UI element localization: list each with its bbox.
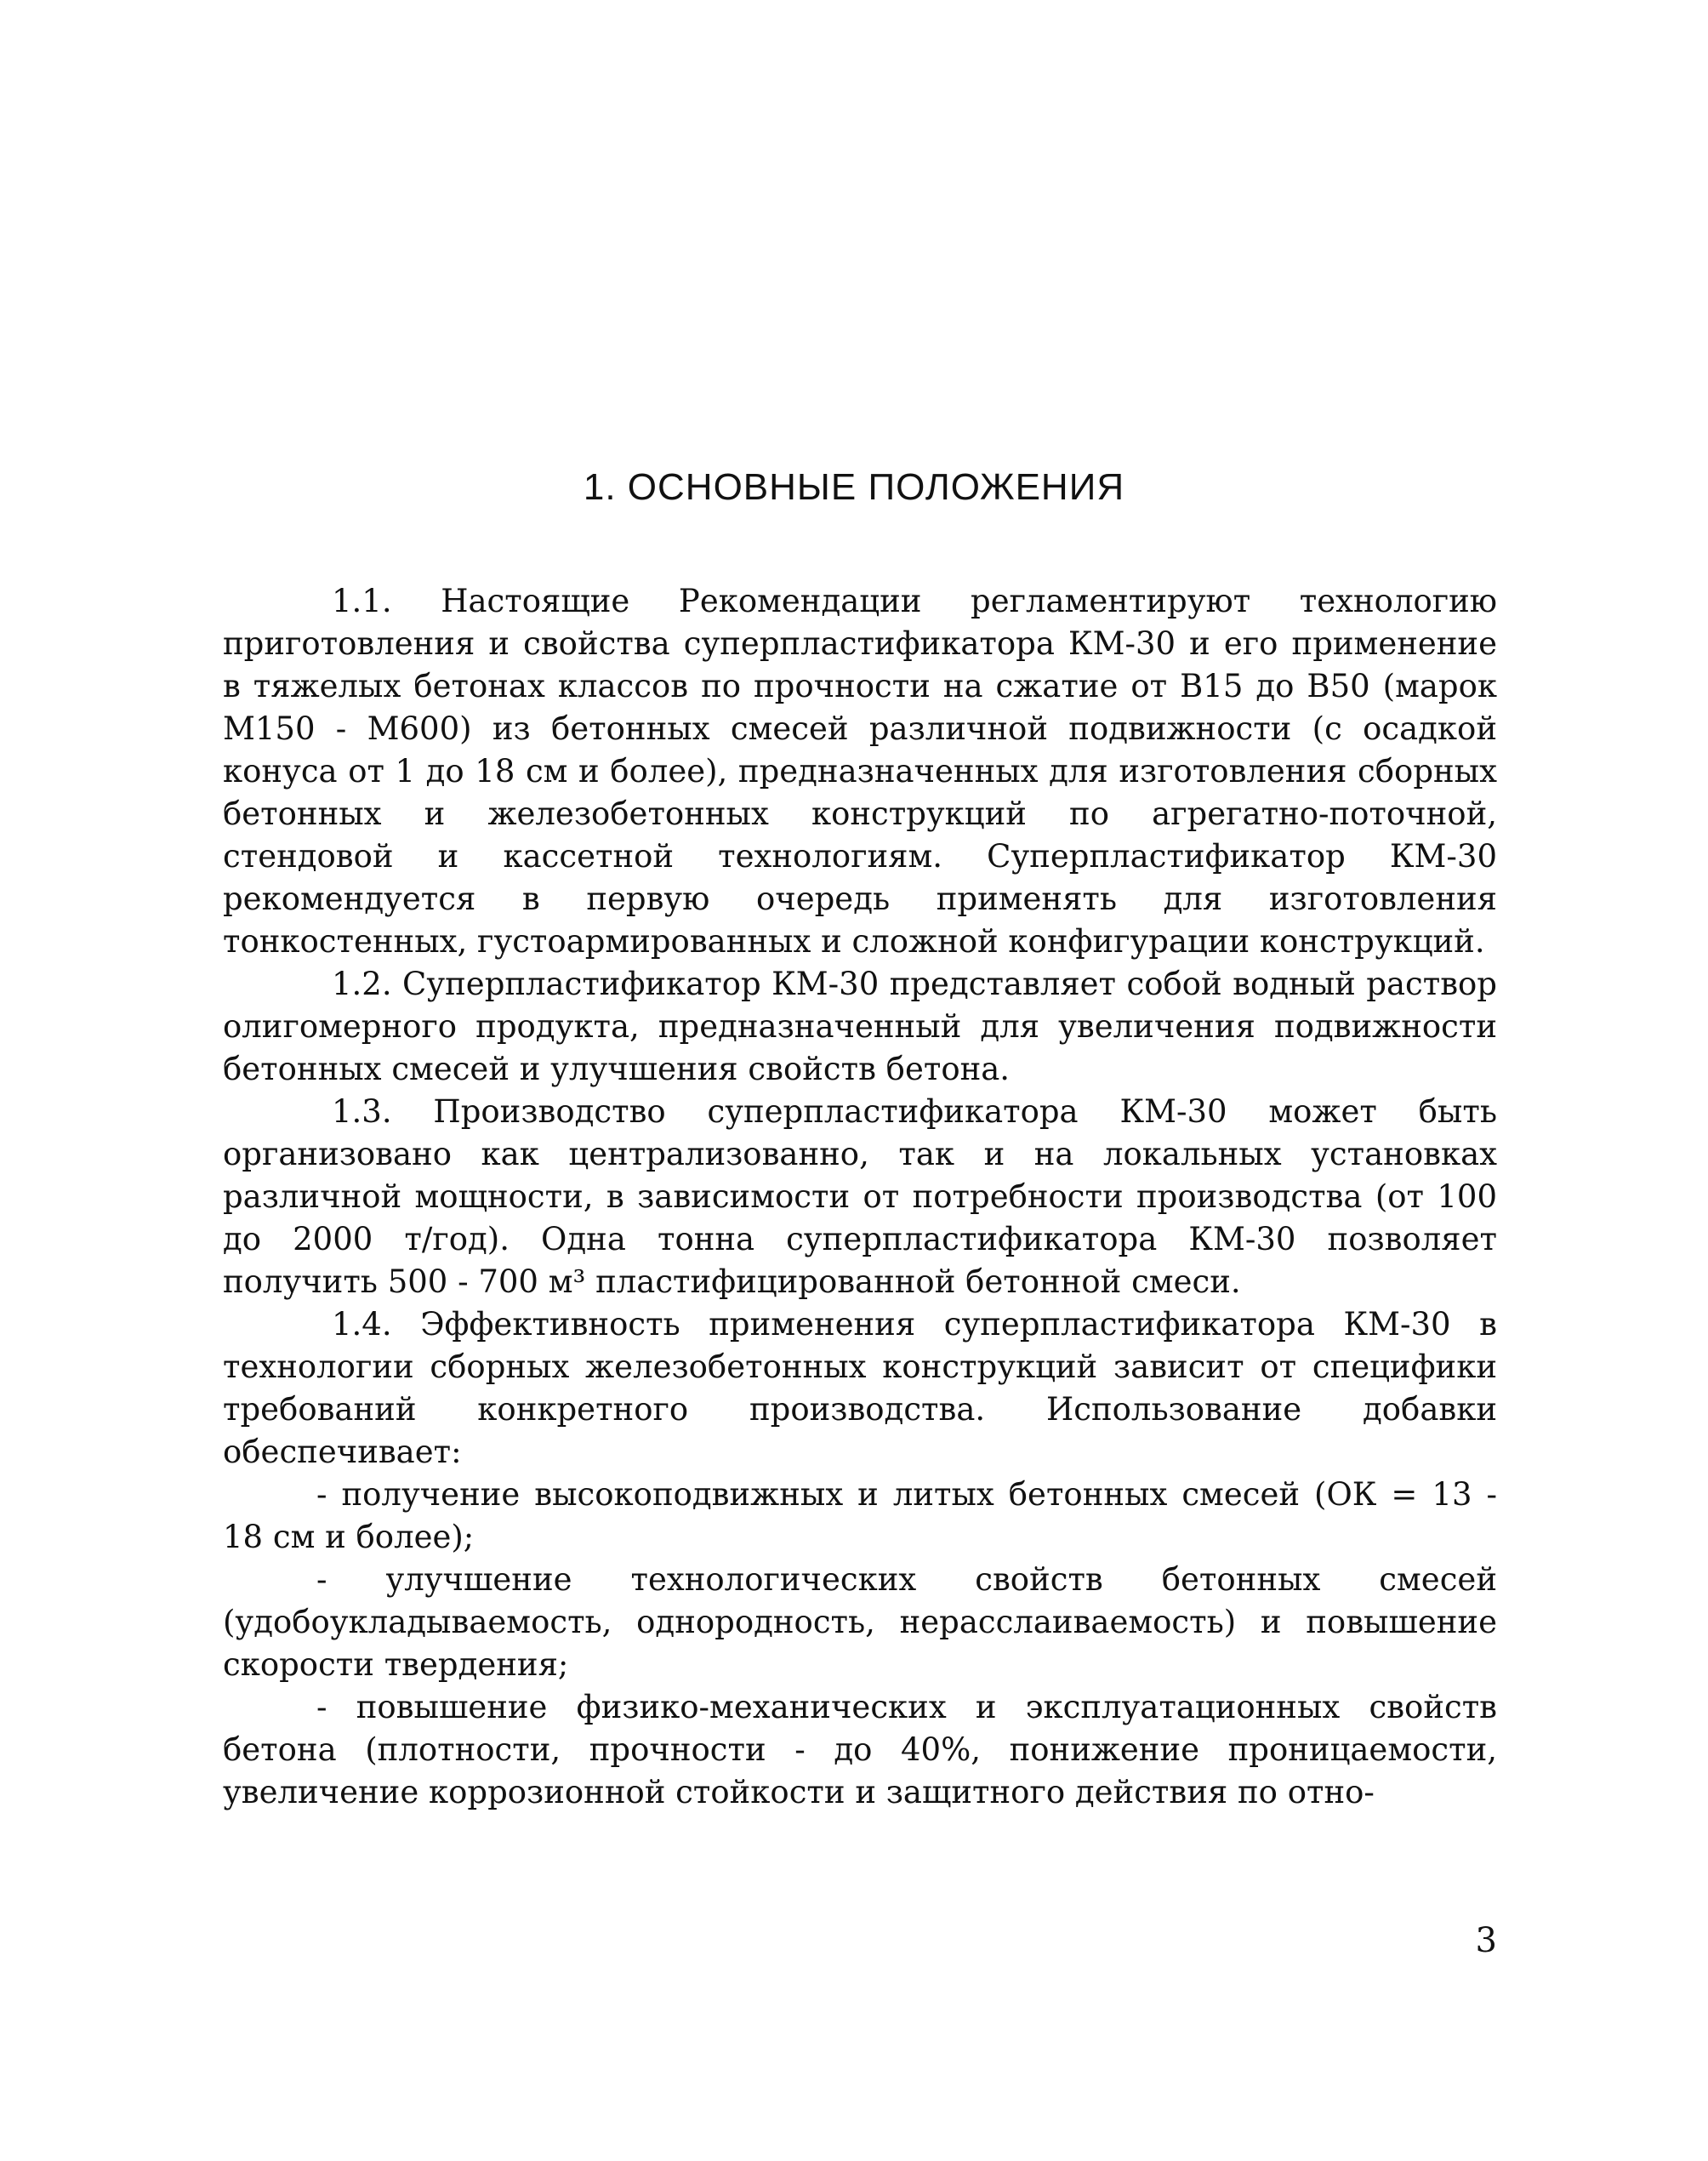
list-item: - получение высокоподвижных и литых бетонных смесей (ОК = 13 - 18 см и более); [223, 1476, 1497, 1555]
paragraph-1-4: 1.4. Эффективность применения суперпластификатора КМ-30 в технологии сборных железобетонных конструкций зависит от специфики требований конкретного производства. Использование добавки обеспечивает: [223, 1306, 1497, 1470]
section-body [223, 580, 1497, 1814]
paragraph-1-2: 1.2. Суперпластификатор КМ-30 представляет собой водный раствор олигомерного продукта, предназначенный для увеличения подвижности бетонных смесей и улучшения свойств бетона. [223, 966, 1497, 1087]
paragraph-1-1: 1.1. Настоящие Рекомендации регламентируют технологию приготовления и свойства суперпластификатора КМ-30 и его применение в тяжелых бетонах классов по прочности на сжатие от В15 до В50 (марок М150 - М600) из бетонных смесей различной подвижности (с осадкой конуса от 1 до 18 см и более), предназначенных для изготовления сборных бетонных и железобетонных конструкций по агрегатно-поточной, стендовой и кассетной технологиям. Суперпластификатор КМ-30 рекомендуется в первую очередь применять для изготовления тонкостенных, густоармированных и сложной конфигурации конструкций. [223, 583, 1497, 960]
paragraph-1-3: 1.3. Производство суперпластификатора КМ-30 может быть организовано как централизованно, так и на локальных установках различной мощности, в зависимости от потребности производства (от 100 до 2000 т/год). Одна тонна суперпластификатора КМ-30 позволяет получить 500 - 700 м³ пластифицированной бетонной смеси. [223, 1093, 1497, 1300]
list-item: - повышение физико-механических и эксплуатационных свойств бетона (плотности, прочности - до 40%, понижение проницаемости, увеличение коррозионной стойкости и защитного действия по отно- [223, 1689, 1497, 1810]
page-number: 3 [1475, 1921, 1497, 1960]
section-heading: 1. ОСНОВНЫЕ ПОЛОЖЕНИЯ [583, 466, 1125, 508]
list-item: - улучшение технологических свойств бетонных смесей (удобоукладываемость, однородность, нерасслаиваемость) и повышение скорости твердения; [223, 1561, 1497, 1683]
